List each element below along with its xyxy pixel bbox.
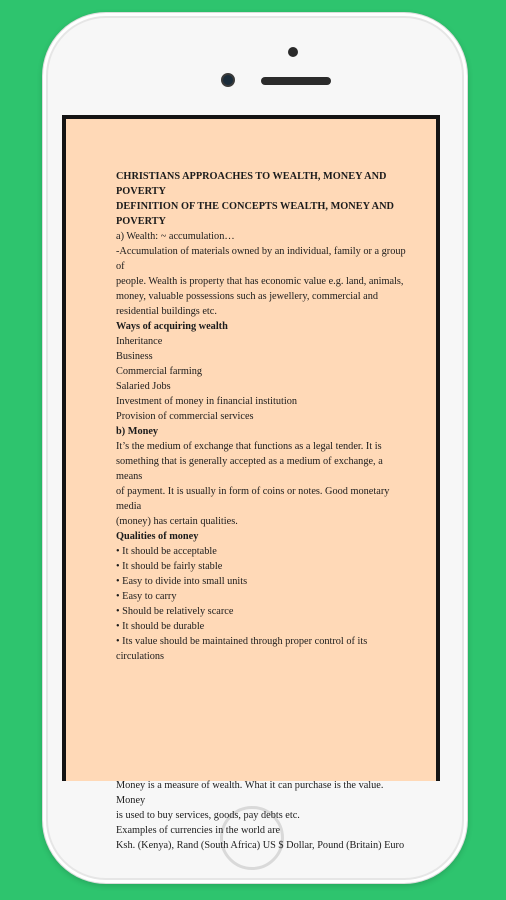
qualities-list-item-continued: circulations [116, 651, 165, 662]
money-description-line: (money) has certain qualities. [116, 516, 238, 527]
definition-heading: DEFINITION OF THE CONCEPTS WEALTH, MONEY AND [116, 201, 394, 212]
definition-heading-continued: POVERTY [116, 216, 166, 227]
wealth-description-line: people. Wealth is property that has economic value e.g. land, animals, [116, 276, 404, 287]
document-page[interactable] [66, 119, 436, 851]
money-description-line: of payment. It is usually in form of coins or notes. Good monetary media [116, 486, 390, 512]
document-title-continued: POVERTY [116, 186, 166, 197]
document-title: CHRISTIANS APPROACHES TO WEALTH, MONEY AND [116, 171, 387, 182]
qualities-list-item: • Should be relatively scarce [116, 606, 234, 617]
ways-list-item: Investment of money in financial institution [116, 396, 298, 407]
money-measure-line: Examples of currencies in the world are [116, 825, 281, 836]
money-heading: b) Money [116, 426, 159, 437]
qualities-list-item: • Easy to carry [116, 591, 177, 602]
money-measure-line: is used to buy services, goods, pay debts etc. [116, 810, 300, 821]
ways-heading: Ways of acquiring wealth [116, 321, 228, 332]
wealth-intro: a) Wealth: ~ accumulation… [116, 231, 235, 242]
proximity-sensor [288, 47, 298, 57]
ways-list-item: Salaried Jobs [116, 381, 171, 392]
front-camera [221, 73, 235, 87]
ways-list-item: Provision of commercial services [116, 411, 254, 422]
qualities-list-item: • It should be acceptable [116, 546, 217, 557]
money-measure-line: Ksh. (Kenya), Rand (South Africa) US $ Dollar, Pound (Britain) Euro [116, 840, 405, 851]
qualities-list-item: • Easy to divide into small units [116, 576, 248, 587]
phone-screen [62, 115, 440, 851]
ways-list-item: Business [116, 351, 153, 362]
wealth-description-line: money, valuable possessions such as jewellery, commercial and [116, 291, 379, 302]
page-blank-space [116, 664, 406, 778]
earpiece-speaker [261, 77, 331, 85]
money-description-line: It’s the medium of exchange that functions as a legal tender. It is [116, 441, 382, 452]
wealth-description-line: -Accumulation of materials owned by an individual, family or a group of [116, 246, 406, 272]
ways-list-item: Inheritance [116, 336, 163, 347]
ways-list-item: Commercial farming [116, 366, 203, 377]
qualities-list-item: • It should be durable [116, 621, 205, 632]
money-measure-line: Money is a measure of wealth. What it can purchase is the value. Money [116, 780, 384, 806]
qualities-list-item: • Its value should be maintained through proper control of its [116, 636, 368, 647]
qualities-heading: Qualities of money [116, 531, 199, 542]
qualities-list-item: • It should be fairly stable [116, 561, 223, 572]
money-description-line: something that is generally accepted as a medium of exchange, a means [116, 456, 383, 482]
wealth-description-line: residential buildings etc. [116, 306, 217, 317]
